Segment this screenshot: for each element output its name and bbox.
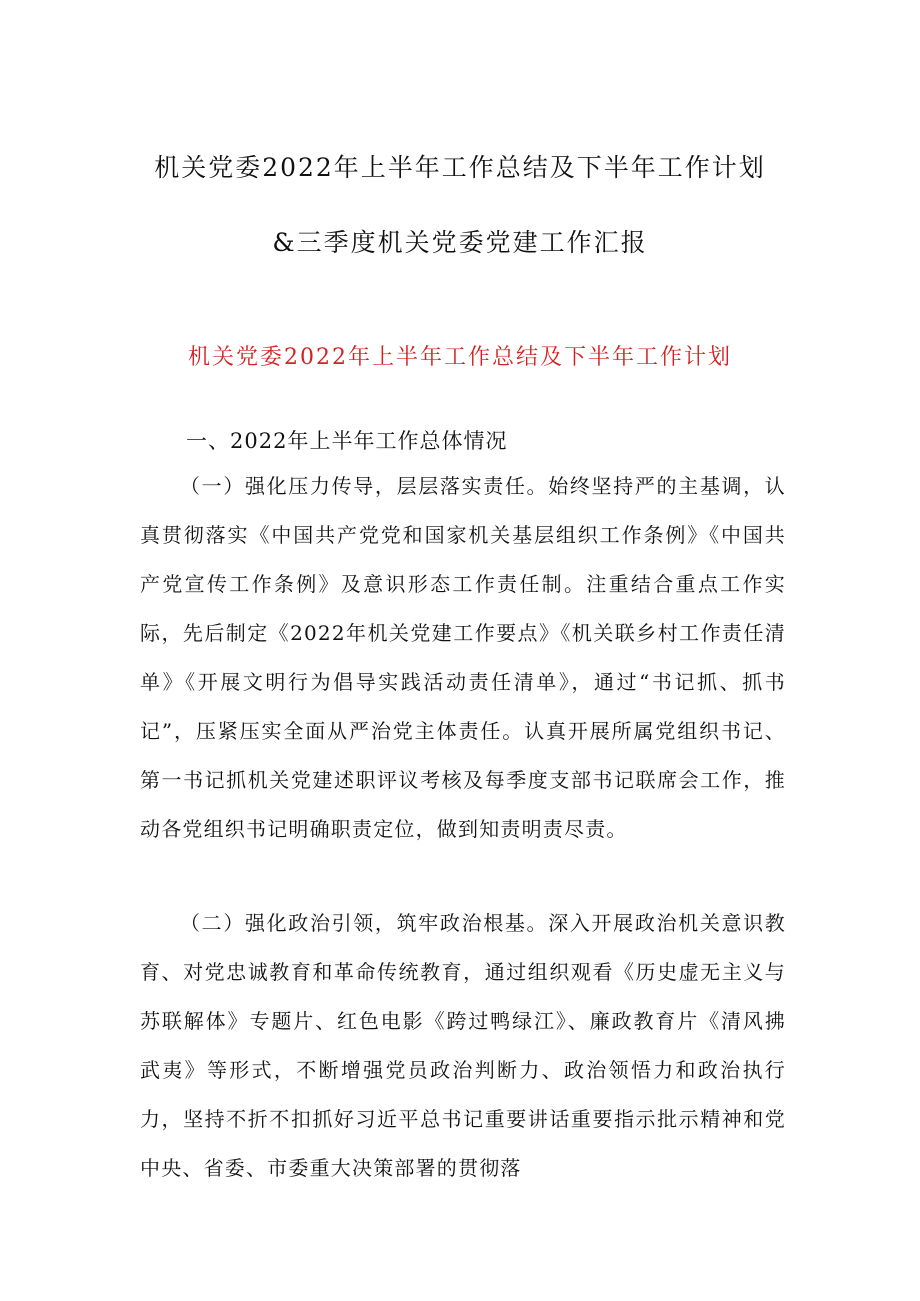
paragraph-1: （一）强化压力传导，层层落实责任。始终坚持严的主基调，认真贯彻落实《中国共产党党和国家机关基层组织工作条例》《中国共产党宣传工作条例》及意识形态工作责任制。注重结合重点工作实际，先后制定《2022年机关党建工作要点》《机关联乡村工作责任清单》《开展文明行为倡导实践活动责任清单》，通过“书记抓、抓书记”，压紧压实全面从严治党主体责任。认真开展所属党组织书记、第一书记抓机关党建述职评议考核及每季度支部书记联席会工作，推动各党组织书记明确职责定位，做到知责明责尽责。	[140, 474, 786, 841]
document-title-line-2: &三季度机关党委党建工作汇报	[272, 228, 648, 257]
document-title-line-1: 机关党委2022年上半年工作总结及下半年工作计划	[154, 153, 766, 182]
paragraph-2: （二）强化政治引领，筑牢政治根基。深入开展政治机关意识教育、对党忠诚教育和革命传统教育，通过组织观看《历史虚无主义与苏联解体》专题片、红色电影《跨过鸭绿江》、廉政教育片《清风拂武夷》等形式，不断增强党员政治判断力、政治领悟力和政治执行力，坚持不折不扣抓好习近平总书记重要讲话重要指示批示精神和党中央、省委、市委重大决策部署的贯彻落	[140, 911, 786, 1180]
section-heading: 一、2022年上半年工作总体情况	[186, 429, 508, 453]
document-subtitle: 机关党委2022年上半年工作总结及下半年工作计划	[188, 345, 732, 370]
